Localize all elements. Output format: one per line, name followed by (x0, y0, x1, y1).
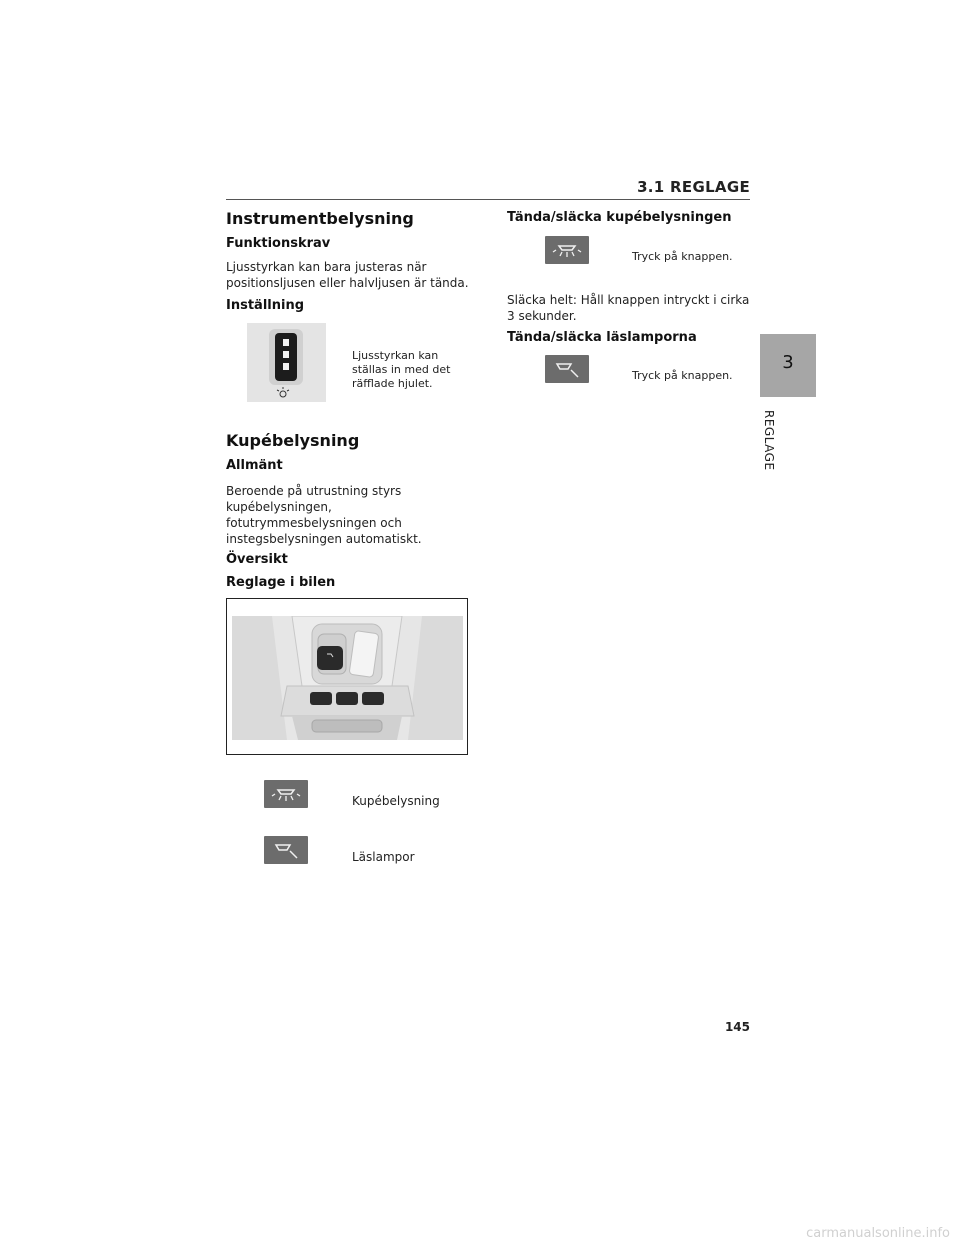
footer-watermark: carmanualsonline.info (806, 1226, 950, 1241)
chapter-number: 3 (782, 352, 794, 373)
text-line: positionsljusen eller halvljusen är tända. (226, 276, 469, 290)
heading-reglage-i-bilen: Reglage i bilen (226, 575, 336, 590)
heading-allmant: Allmänt (226, 458, 283, 473)
heading-tanda-kupebelysning: Tända/släcka kupébelysningen (507, 210, 732, 225)
text-line: fotutrymmesbelysningen och (226, 516, 402, 530)
cabin-light-icon (271, 785, 301, 803)
text-line: 3 sekunder. (507, 309, 577, 323)
press-button-caption-1: Tryck på knappen. (632, 250, 733, 263)
reading-light-icon (271, 841, 301, 859)
heading-installning: Inställning (226, 298, 304, 313)
page-number: 145 (724, 1020, 750, 1034)
cabin-light-icon (552, 241, 582, 259)
overhead-console-image (232, 616, 463, 740)
text-line: Ljusstyrkan kan bara justeras när (226, 260, 427, 274)
reading-light-button-image (264, 836, 308, 864)
heading-tanda-laslamporna: Tända/släcka läslamporna (507, 330, 697, 345)
text-line: instegsbelysningen automatiskt. (226, 532, 422, 546)
chapter-label: REGLAGE (762, 410, 776, 471)
reading-light-icon (552, 360, 582, 378)
paragraph-allmant (226, 483, 422, 547)
press-button-caption-2: Tryck på knappen. (632, 369, 733, 382)
caption-line: räfflade hjulet. (352, 377, 433, 390)
dimmer-wheel-image (247, 323, 326, 402)
heading-funktionskrav: Funktionskrav (226, 236, 331, 251)
paragraph-funktionskrav (226, 259, 469, 291)
heading-oversikt: Översikt (226, 552, 288, 567)
caption-line: Ljusstyrkan kan (352, 349, 439, 362)
dimmer-wheel-icon (247, 323, 326, 402)
heading-instrumentbelysning: Instrumentbelysning (226, 209, 414, 228)
reading-light-button-image (545, 355, 589, 383)
caption-line: ställas in med det (352, 363, 451, 376)
overhead-console-icon (232, 616, 463, 740)
paragraph-slacka (507, 292, 749, 324)
text-line: Beroende på utrustning styrs (226, 484, 402, 498)
wheel-caption (352, 349, 450, 391)
section-header: 3.1 REGLAGE (637, 178, 750, 196)
legend-laslampor: Läslampor (352, 850, 415, 864)
header-rule (226, 199, 750, 200)
cabin-light-button-image (264, 780, 308, 808)
text-line: kupébelysningen, (226, 500, 332, 514)
cabin-light-button-image (545, 236, 589, 264)
heading-kupebelysning: Kupébelysning (226, 431, 360, 450)
legend-kupebelysning: Kupébelysning (352, 794, 440, 808)
text-line: Släcka helt: Håll knappen intryckt i cirka (507, 293, 750, 307)
